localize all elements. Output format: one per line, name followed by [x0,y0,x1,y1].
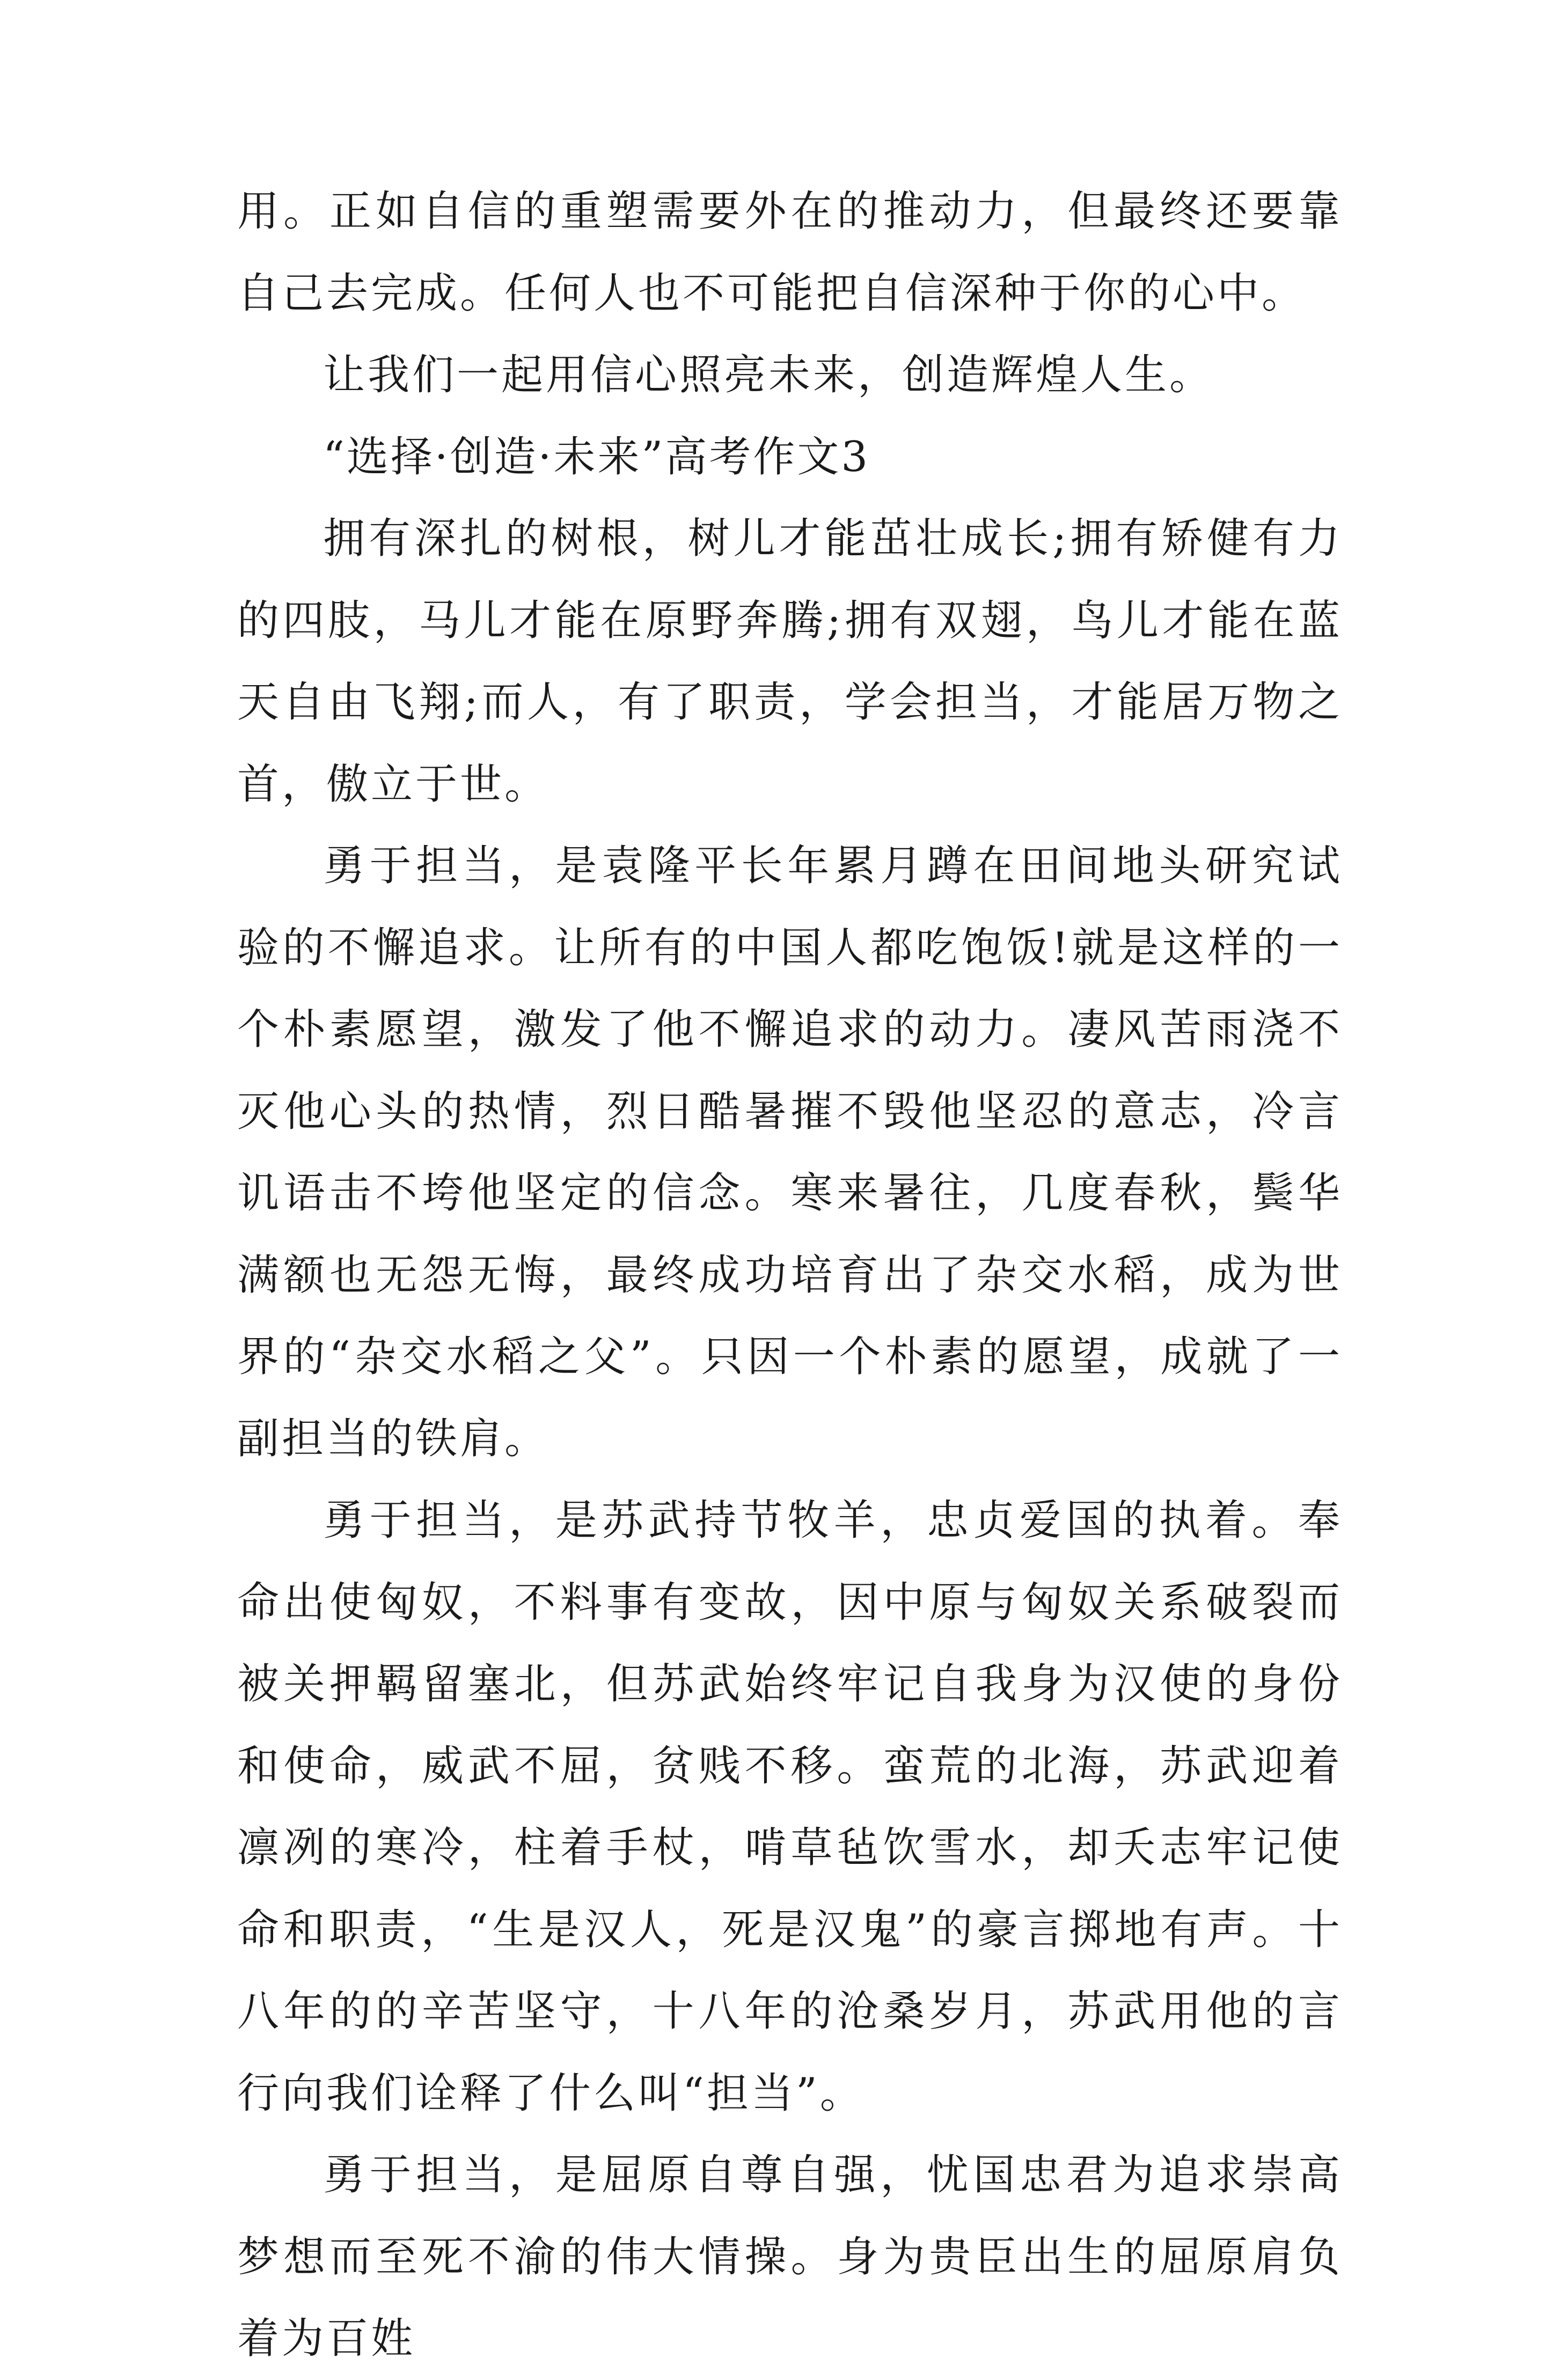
document-body [237,171,1343,2380]
essay-title: “选择·创造·未来”高考作文3 [323,432,870,481]
closing-paragraph: 让我们一起用信心照亮未来，创造辉煌人生。 [323,351,1214,399]
continued-paragraph: 用。正如自信的重塑需要外在的推动力，但最终还要靠自己去完成。任何人也不可能把自信深种于你的心中。 [237,187,1343,318]
body-paragraph-1: 拥有深扎的树根，树儿才能茁壮成长;拥有矫健有力的四肢，马儿才能在原野奔腾;拥有双翅，鸟儿才能在蓝天自由飞翔;而人，有了职责，学会担当，才能居万物之首，傲立于世。 [237,515,1343,809]
body-paragraph-2: 勇于担当，是袁隆平长年累月蹲在田间地头研究试验的不懈追求。让所有的中国人都吃饱饭!就是这样的一个朴素愿望，激发了他不懈追求的动力。凄风苦雨浇不灭他心头的热情，烈日酷暑摧不毁他坚忍的意志，冷言讥语击不垮他坚定的信念。寒来暑往，几度春秋，鬓华满额也无怨无悔，最终成功培育出了杂交水稻，成为世界的“杂交水稻之父”。只因一个朴素的愿望，成就了一副担当的铁肩。 [237,842,1343,1463]
body-paragraph-4: 勇于担当，是屈原自尊自强，忧国忠君为追求崇高梦想而至死不渝的伟大情操。身为贵臣出生的屈原肩负着为百姓 [237,2151,1343,2363]
body-paragraph-3: 勇于担当，是苏武持节牧羊，忠贞爱国的执着。奉命出使匈奴，不料事有变故，因中原与匈奴关系破裂而被关押羁留塞北，但苏武始终牢记自我身为汉使的身份和使命，威武不屈，贫贱不移。蛮荒的北海，苏武迎着凛冽的寒冷，柱着手杖，啃草毡饮雪水，却夭志牢记使命和职责，“生是汉人，死是汉鬼”的豪言掷地有声。十八年的的辛苦坚守，十八年的沧桑岁月，苏武用他的言行向我们诠释了什么叫“担当”。 [237,1496,1343,2118]
